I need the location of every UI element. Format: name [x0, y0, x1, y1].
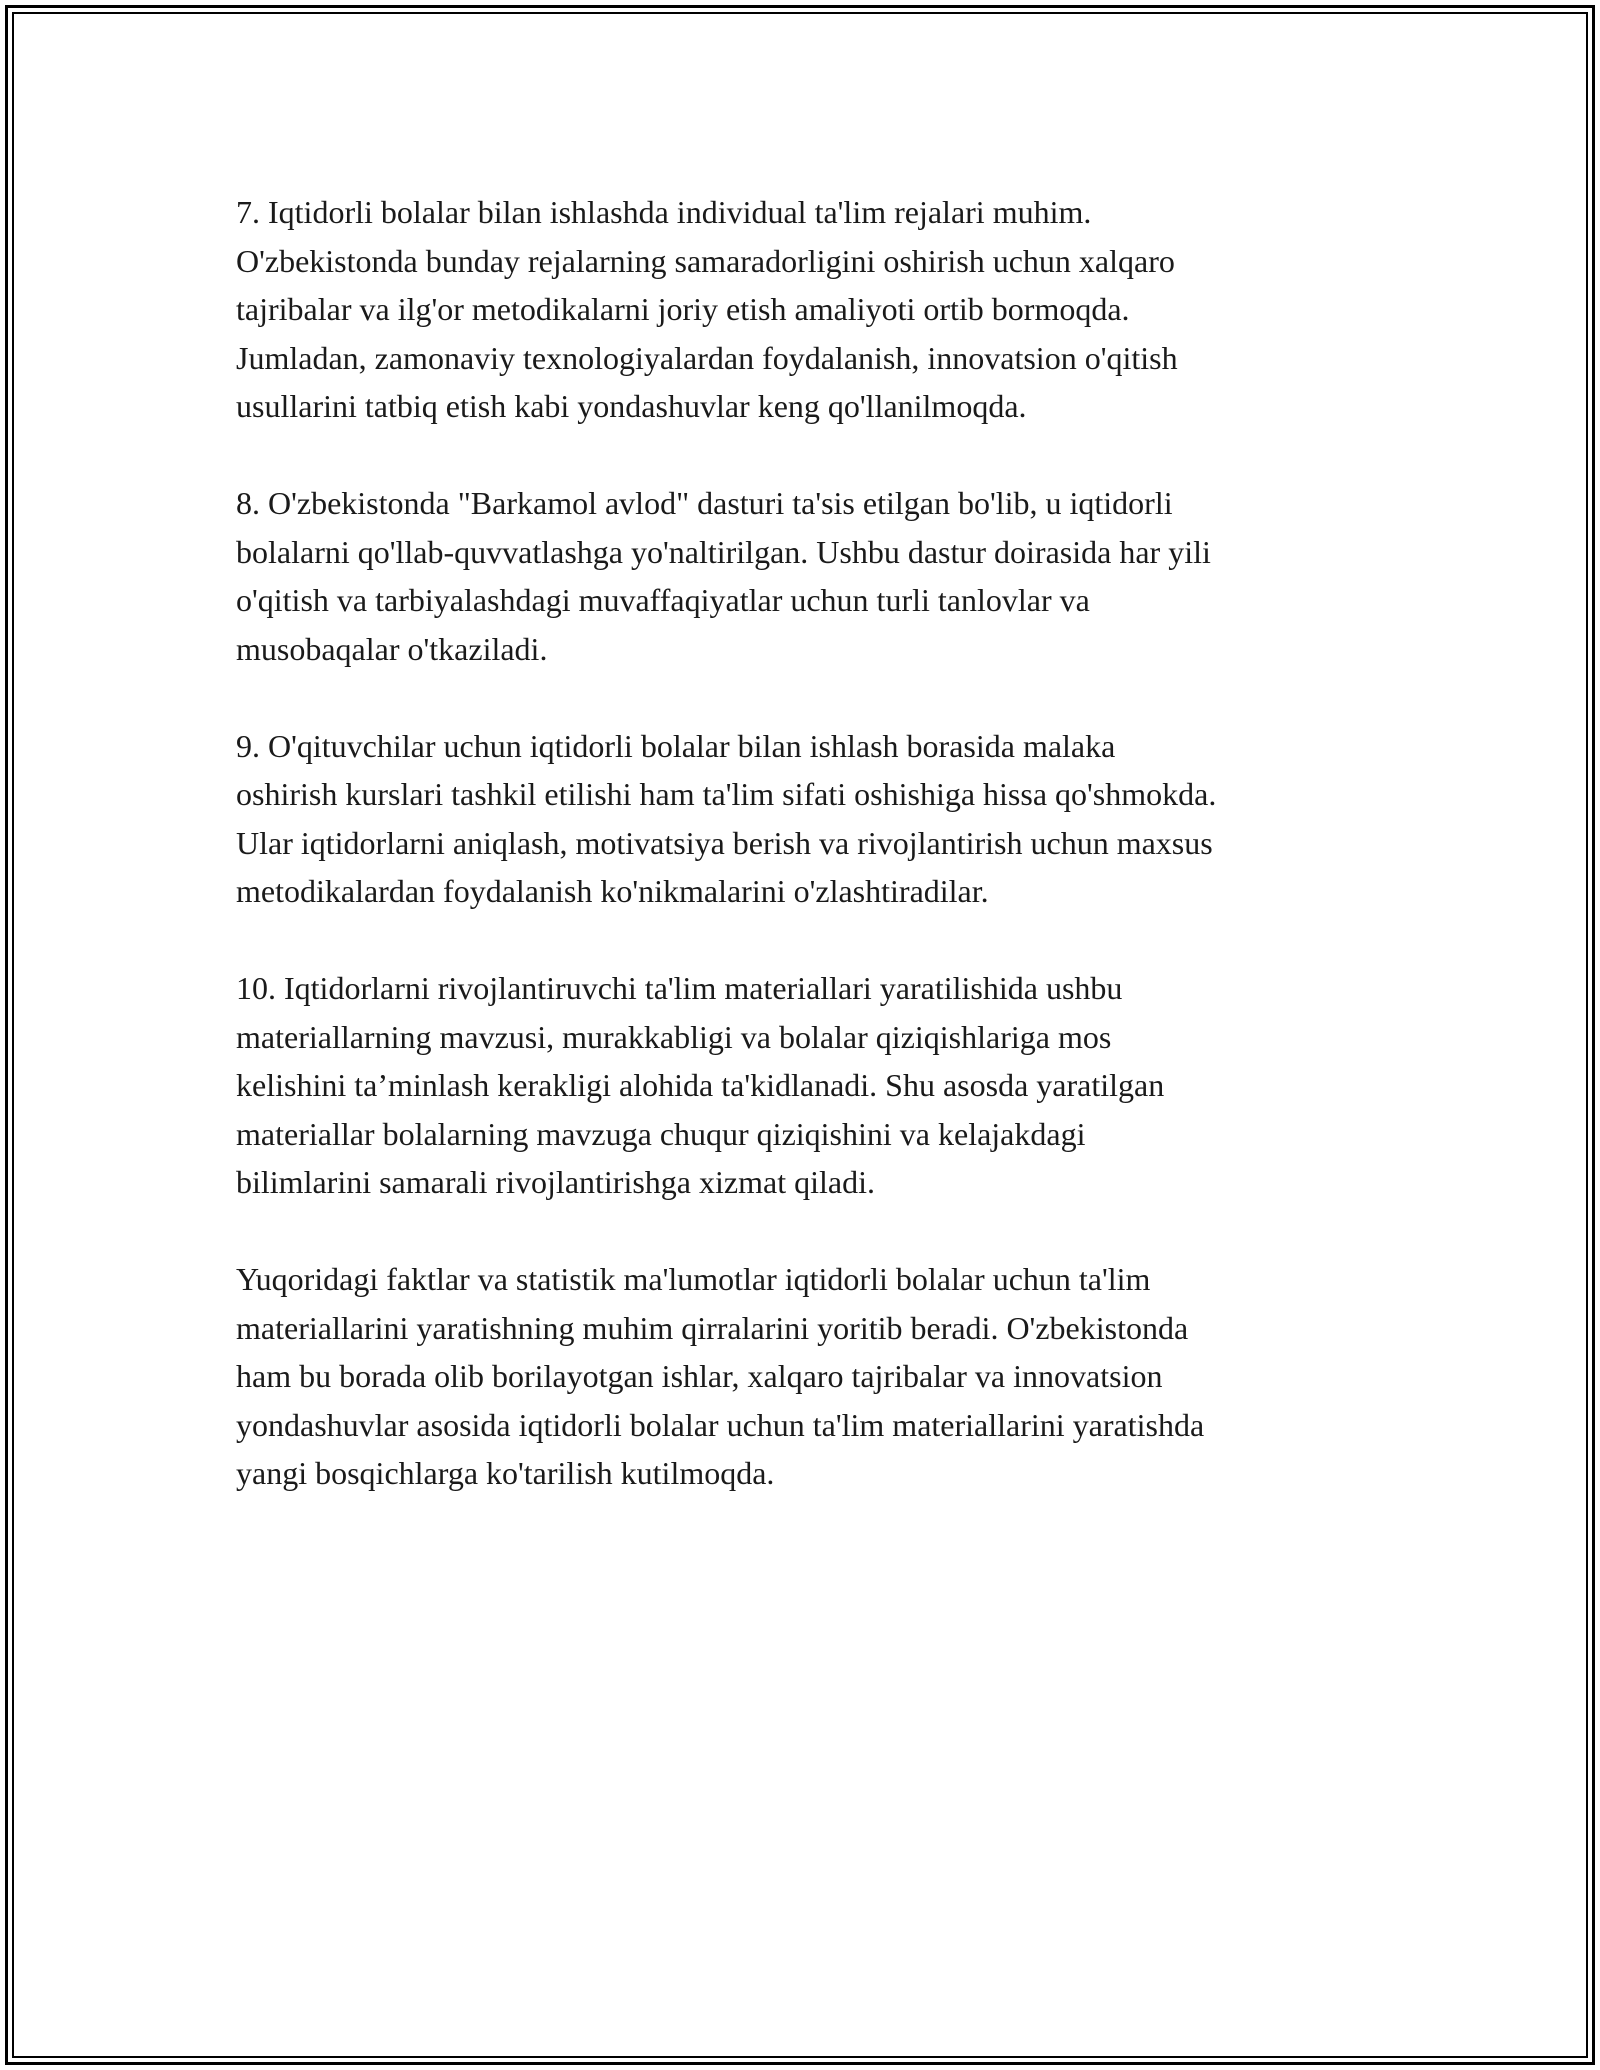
- text-line: kelishini ta’minlash kerakligi alohida ta'kidlanadi. Shu asosda yaratilgan: [236, 1067, 1165, 1103]
- text-line: usullarini tatbiq etish kabi yondashuvlar keng qo'llanilmoqda.: [236, 388, 1027, 424]
- paragraph-7: [236, 188, 1396, 431]
- text-line: Yuqoridagi faktlar va statistik ma'lumotlar iqtidorli bolalar uchun ta'lim: [236, 1261, 1151, 1297]
- text-line: Jumladan, zamonaviy texnologiyalardan foydalanish, innovatsion o'qitish: [236, 339, 1178, 376]
- text-line: materiallar bolalarning mavzuga chuqur qiziqishini va kelajakdagi: [236, 1115, 1086, 1152]
- paragraph-8: [236, 479, 1396, 673]
- text-line: yondashuvlar asosida iqtidorli bolalar uchun ta'lim materiallarini yaratishda: [236, 1406, 1205, 1443]
- text-line: yangi bosqichlarga ko'tarilish kutilmoqda.: [236, 1455, 775, 1491]
- text-line: musobaqalar o'tkaziladi.: [236, 630, 548, 667]
- text-line: 9. O'qituvchilar uchun iqtidorli bolalar bilan ishlash borasida malaka: [236, 727, 1116, 764]
- text-line: bilimlarini samarali rivojlantirishga xizmat qiladi.: [236, 1164, 875, 1200]
- paragraph-10: [236, 964, 1396, 1207]
- text-line: metodikalardan foydalanish ko'nikmalarini o'zlashtiradilar.: [236, 873, 989, 909]
- text-line: tajribalar va ilg'or metodikalarni joriy etish amaliyoti ortib bormoqda.: [236, 291, 1130, 327]
- text-line: oshirish kurslari tashkil etilishi ham ta'lim sifati oshishiga hissa qo'shmokda.: [236, 776, 1217, 812]
- text-line: bolalarni qo'llab-quvvatlashga yo'naltirilgan. Ushbu dastur doirasida har yili: [236, 533, 1211, 570]
- paragraph-conclusion: [236, 1255, 1396, 1498]
- text-line: materiallarini yaratishning muhim qirralarini yoritib beradi. O'zbekistonda: [236, 1309, 1189, 1346]
- text-line: ham bu borada olib borilayotgan ishlar, xalqaro tajribalar va innovatsion: [236, 1358, 1163, 1394]
- document-body: [236, 188, 1396, 1546]
- text-line: o'qitish va tarbiyalashdagi muvaffaqiyatlar uchun turli tanlovlar va: [236, 582, 1090, 618]
- text-line: 8. O'zbekistonda "Barkamol avlod" dasturi ta'sis etilgan bo'lib, u iqtidorli: [236, 485, 1173, 521]
- text-line: materiallarning mavzusi, murakkabligi va bolalar qiziqishlariga mos: [236, 1018, 1112, 1055]
- text-line: 10. Iqtidorlarni rivojlantiruvchi ta'lim materiallari yaratilishida ushbu: [236, 970, 1123, 1006]
- paragraph-9: [236, 722, 1396, 916]
- text-line: O'zbekistonda bunday rejalarning samaradorligini oshirish uchun xalqaro: [236, 242, 1175, 279]
- text-line: 7. Iqtidorli bolalar bilan ishlashda individual ta'lim rejalari muhim.: [236, 194, 1092, 230]
- text-line: Ular iqtidorlarni aniqlash, motivatsiya berish va rivojlantirish uchun maxsus: [236, 824, 1213, 861]
